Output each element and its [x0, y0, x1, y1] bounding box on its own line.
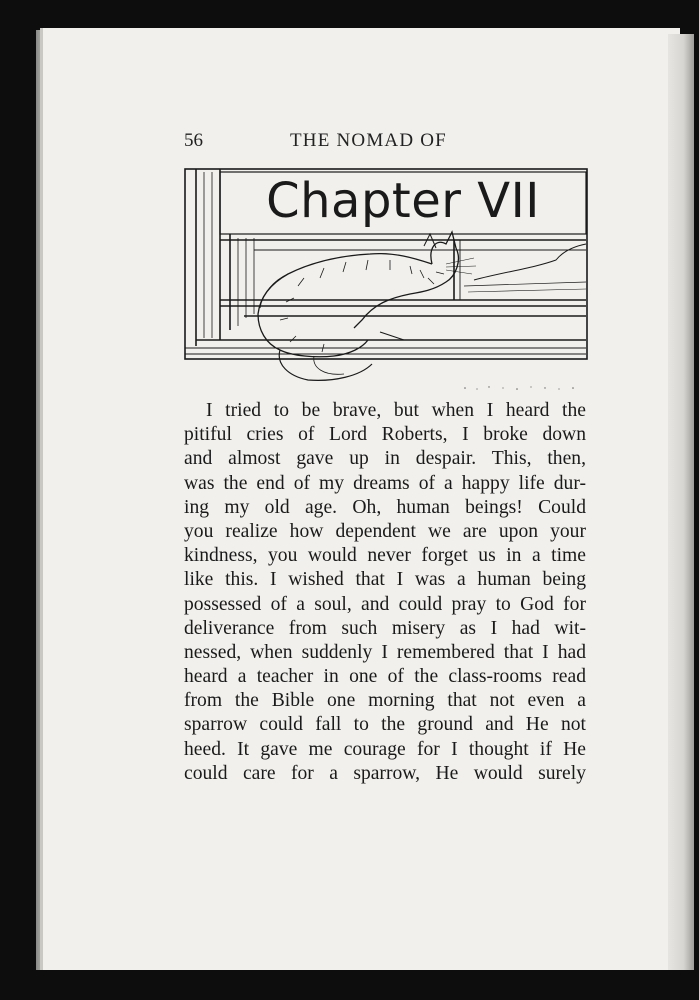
page-edge-right	[668, 34, 694, 970]
text-line: heed. It gave me courage for I thought if He	[184, 738, 586, 760]
print-speckle-decoration	[455, 384, 585, 392]
text-line: and almost gave up in despair. This, then,	[184, 448, 586, 470]
text-line: ing my old age. Oh, human beings! Could	[184, 496, 586, 518]
text-line: I tried to be brave, but when I heard the	[206, 400, 586, 421]
text-line: possessed of a soul, and could pray to God for	[184, 593, 586, 615]
text-line: kindness, you would never forget us in a time	[184, 545, 586, 567]
text-line: heard a teacher in one of the class-rooms read	[184, 666, 586, 688]
text-line: like this. I wished that I was a human being	[184, 569, 586, 591]
text-line: nessed, when suddenly I remembered that I had	[184, 641, 586, 663]
chapter-title: Chapter VII	[266, 173, 540, 229]
text-line: sparrow could fall to the ground and He not	[184, 714, 586, 736]
text-line: deliverance from such misery as I had wit-	[184, 617, 586, 639]
text-line: was the end of my dreams of a happy life dur-	[184, 472, 586, 494]
text-line: from the Bible one morning that not even a	[184, 690, 586, 712]
window-sill	[185, 300, 586, 354]
text-line: pitiful cries of Lord Roberts, I broke down	[184, 424, 586, 446]
page-header	[184, 128, 586, 158]
page-number: 56	[184, 130, 203, 151]
chapter-body-text	[184, 399, 586, 786]
running-head: THE NOMAD OF	[290, 130, 447, 151]
text-line: could care for a sparrow, He would surely	[184, 762, 586, 784]
text-line: you realize how dependent we are upon your	[184, 520, 586, 542]
